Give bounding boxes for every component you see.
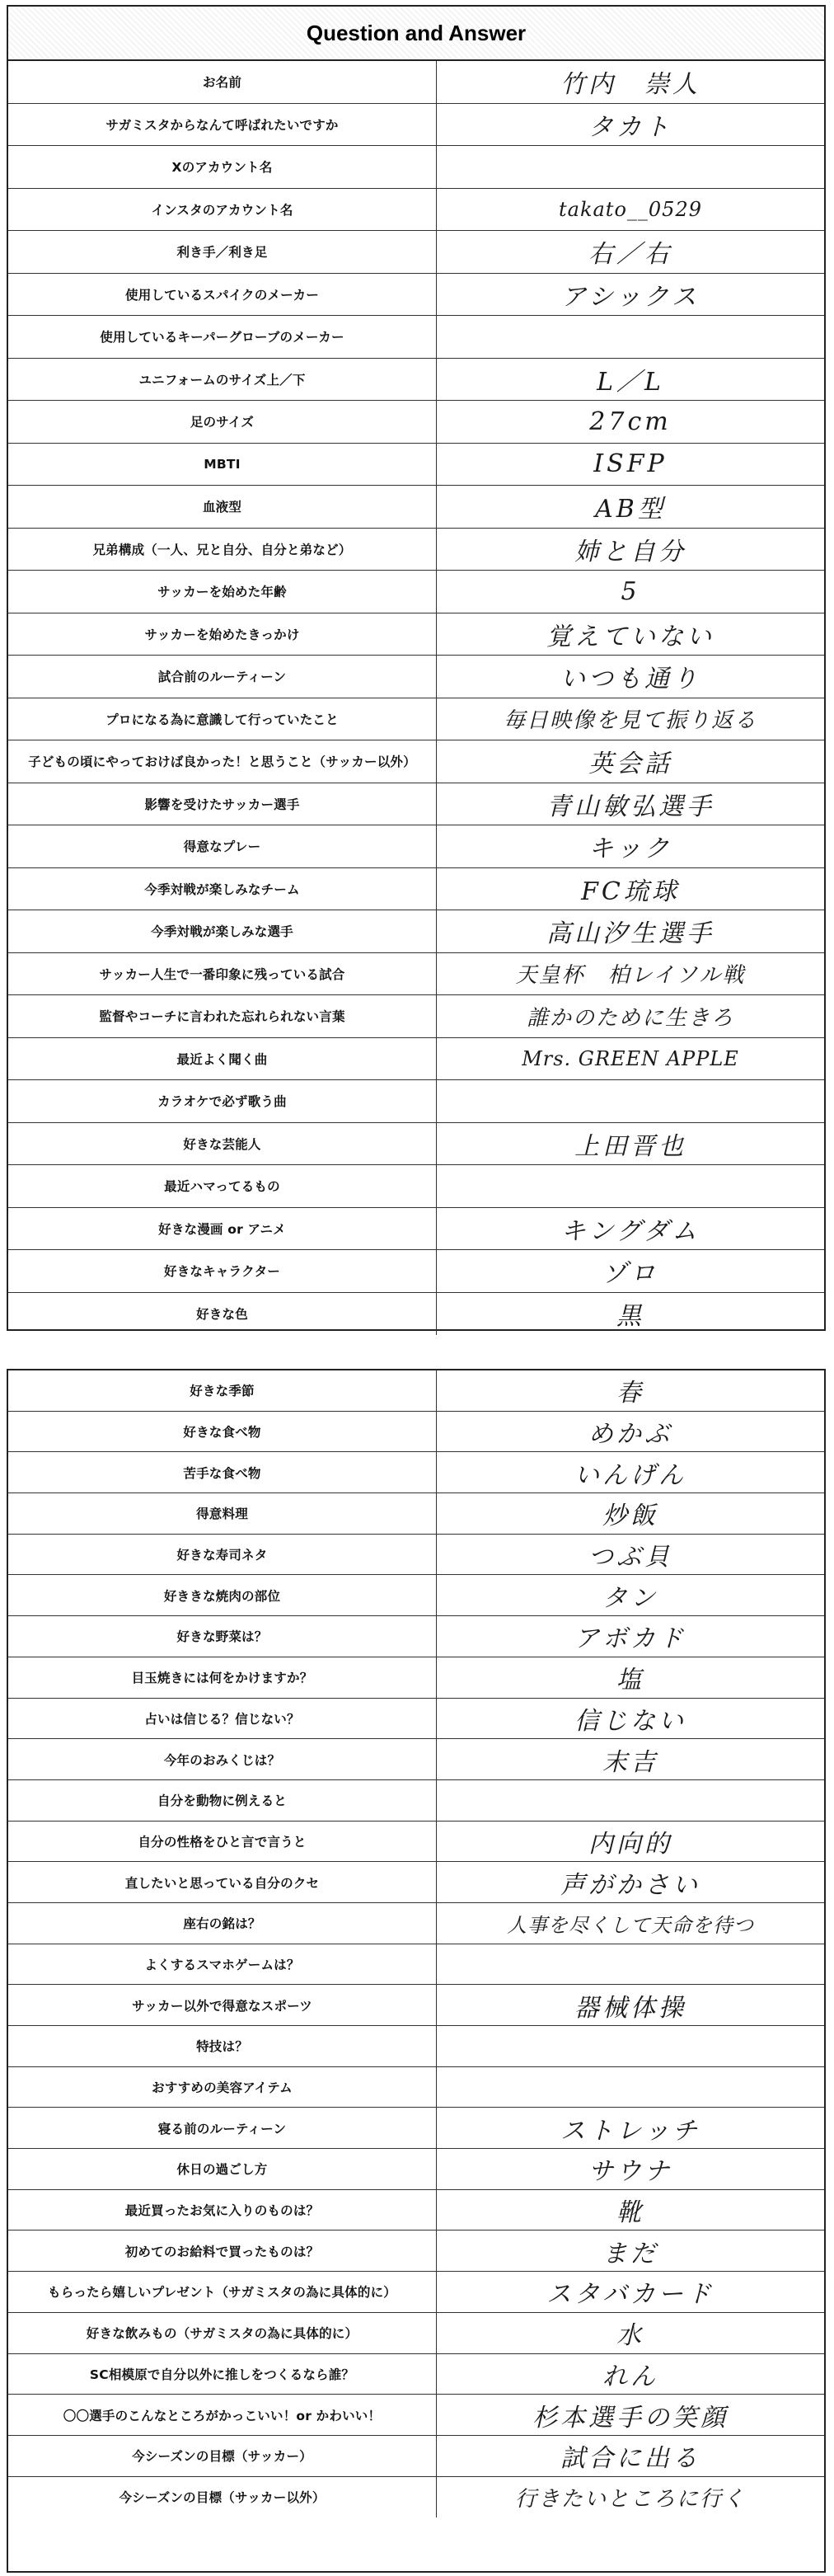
qa-row — [8, 1250, 824, 1293]
handwritten-answer: れん — [602, 2362, 658, 2391]
qa-row — [8, 868, 824, 911]
qa-row — [8, 1575, 824, 1616]
question-label: 血液型 — [8, 486, 437, 528]
handwritten-answer: 27cm — [589, 407, 672, 436]
question-label: 直したいと思っている自分のクセ — [8, 1862, 437, 1902]
question-label: 好きな季節 — [8, 1370, 437, 1411]
question-label: 今シーズンの目標（サッカー以外） — [8, 2477, 437, 2518]
qa-row — [8, 2190, 824, 2231]
handwritten-answer: 毎日映像を見て振り返る — [503, 708, 757, 734]
handwritten-answer: 黒 — [616, 1302, 644, 1332]
question-label: 今シーズンの目標（サッカー） — [8, 2436, 437, 2476]
question-label: プロになる為に意識して行っていたこと — [8, 698, 437, 740]
question-label: 自分を動物に例えると — [8, 1780, 437, 1821]
qa-row — [8, 613, 824, 656]
qa-row — [8, 698, 824, 741]
handwritten-answer: キック — [588, 834, 672, 864]
qa-row — [8, 444, 824, 487]
handwritten-answer — [437, 2026, 824, 2066]
question-label: 寝る前のルーティーン — [8, 2108, 437, 2148]
qa-row — [8, 231, 824, 274]
handwritten-answer: 高山汐生選手 — [546, 919, 715, 949]
question-label: 苦手な食べ物 — [8, 1452, 437, 1492]
qa-row — [8, 1944, 824, 1986]
qa-row — [8, 1293, 824, 1336]
qa-row — [8, 1080, 824, 1123]
question-label: お名前 — [8, 61, 437, 103]
qa-row — [8, 2272, 824, 2313]
handwritten-answer: タカト — [588, 112, 672, 142]
handwritten-answer: めかぶ — [588, 1420, 672, 1450]
qa-row — [8, 2067, 824, 2108]
qa-row — [8, 2108, 824, 2149]
handwritten-answer: いつも通り — [560, 665, 700, 694]
handwritten-answer: 水 — [616, 2321, 644, 2351]
qa-row — [8, 2477, 824, 2518]
qa-sheet-1 — [7, 5, 826, 1331]
handwritten-answer: L／L — [597, 367, 664, 397]
qa-row — [8, 1165, 824, 1208]
handwritten-answer: 末吉 — [602, 1747, 658, 1777]
question-label: 今年のおみくじは？ — [8, 1739, 437, 1779]
qa-row — [8, 2354, 824, 2395]
handwritten-answer: 誰かのために生きろ — [526, 1005, 734, 1031]
qa-row — [8, 1739, 824, 1780]
handwritten-answer: 塩 — [616, 1666, 644, 1695]
question-label: 子どもの頃にやっておけば良かった！と思うこと（サッカー以外） — [8, 740, 437, 783]
handwritten-answer — [437, 146, 824, 188]
handwritten-answer: ストレッチ — [560, 2116, 700, 2146]
qa-row — [8, 1699, 824, 1740]
qa-row — [8, 1780, 824, 1822]
handwritten-answer — [437, 1780, 824, 1821]
question-label: 初めてのお給料で買ったものは？ — [8, 2230, 437, 2271]
question-label: 好きなキャラクター — [8, 1250, 437, 1292]
handwritten-answer: 英会話 — [588, 750, 672, 779]
qa-row — [8, 529, 824, 571]
qa-row — [8, 486, 824, 529]
question-label: サッカー以外で得意なスポーツ — [8, 1985, 437, 2025]
question-label: 占いは信じる？信じない？ — [8, 1699, 437, 1739]
question-label: 監督やコーチに言われた忘れられない言葉 — [8, 995, 437, 1037]
handwritten-answer — [437, 316, 824, 358]
question-label: 自分の性格をひと言で言うと — [8, 1822, 437, 1862]
qa-row — [8, 1862, 824, 1903]
handwritten-answer: 5 — [621, 576, 640, 606]
handwritten-answer: サウナ — [588, 2157, 672, 2187]
question-label: 今季対戦が楽しみな選手 — [8, 910, 437, 952]
handwritten-answer: 内向的 — [588, 1829, 672, 1859]
question-label: もらったら嬉しいプレゼント（サガミスタの為に具体的に） — [8, 2272, 437, 2312]
handwritten-answer: 試合に出る — [560, 2444, 700, 2474]
handwritten-answer: AB型 — [595, 495, 666, 524]
qa-row — [8, 1412, 824, 1453]
qa-row — [8, 783, 824, 826]
handwritten-answer — [437, 1944, 824, 1985]
qa-row — [8, 1452, 824, 1493]
question-label: 好ききな焼肉の部位 — [8, 1575, 437, 1615]
qa-sheet-2 — [7, 1369, 826, 2573]
handwritten-answer: 器械体操 — [574, 1993, 686, 2023]
handwritten-answer: いんげん — [574, 1460, 686, 1490]
qa-row — [8, 1822, 824, 1863]
question-label: サッカー人生で一番印象に残っている試合 — [8, 953, 437, 995]
question-label: 得意なプレー — [8, 825, 437, 867]
qa-row — [8, 316, 824, 359]
handwritten-answer: 靴 — [616, 2198, 644, 2228]
handwritten-answer: 竹内 崇人 — [560, 70, 700, 100]
qa-row — [8, 825, 824, 868]
question-label: 兄弟構成（一人、兄と自分、自分と弟など） — [8, 529, 437, 571]
handwritten-answer: つぶ貝 — [588, 1543, 672, 1572]
title-bar — [8, 7, 824, 61]
handwritten-answer: ゾロ — [602, 1259, 658, 1289]
handwritten-answer — [437, 2067, 824, 2108]
handwritten-answer: 春 — [616, 1379, 644, 1408]
question-label: インスタのアカウント名 — [8, 189, 437, 231]
qa-row — [8, 910, 824, 953]
qa-table-1 — [8, 61, 824, 1335]
qa-row — [8, 1370, 824, 1412]
question-label: サッカーを始めた年齢 — [8, 571, 437, 613]
qa-row — [8, 146, 824, 189]
qa-row — [8, 2313, 824, 2354]
question-label: MBTI — [8, 444, 437, 486]
qa-row — [8, 2149, 824, 2190]
question-label: 好きな漫画 or アニメ — [8, 1208, 437, 1250]
qa-row — [8, 2436, 824, 2477]
handwritten-answer: アボカド — [574, 1624, 686, 1654]
question-label: 使用しているスパイクのメーカー — [8, 274, 437, 316]
question-label: 〇〇選手のこんなところがかっこいい！or かわいい！ — [8, 2395, 437, 2435]
handwritten-answer: 杉本選手の笑顔 — [532, 2403, 729, 2433]
question-label: おすすめの美容アイテム — [8, 2067, 437, 2108]
handwritten-answer: takato__0529 — [559, 197, 702, 221]
question-label: 好きな食べ物 — [8, 1412, 437, 1452]
handwritten-answer: 青山敏弘選手 — [546, 792, 715, 821]
handwritten-answer: タン — [602, 1583, 658, 1613]
qa-row — [8, 1985, 824, 2026]
handwritten-answer: ISFP — [593, 449, 668, 479]
qa-row — [8, 2395, 824, 2436]
qa-row — [8, 401, 824, 444]
handwritten-answer — [437, 1080, 824, 1122]
qa-row — [8, 656, 824, 698]
handwritten-answer: 行きたいところに行く — [514, 2486, 746, 2512]
question-label: 足のサイズ — [8, 401, 437, 443]
question-label: Xのアカウント名 — [8, 146, 437, 188]
question-label: サッカーを始めたきっかけ — [8, 613, 437, 656]
question-label: 目玉焼きには何をかけますか？ — [8, 1657, 437, 1698]
handwritten-answer: 姉と自分 — [574, 537, 686, 566]
handwritten-answer: Mrs. GREEN APPLE — [522, 1046, 739, 1070]
qa-row — [8, 995, 824, 1038]
qa-row — [8, 1038, 824, 1081]
question-label: 特技は？ — [8, 2026, 437, 2066]
qa-row — [8, 104, 824, 147]
question-label: カラオケで必ず歌う曲 — [8, 1080, 437, 1122]
question-label: 最近よく聞く曲 — [8, 1038, 437, 1080]
handwritten-answer: 覚えていない — [546, 622, 715, 651]
qa-row — [8, 2230, 824, 2272]
qa-row — [8, 1208, 824, 1251]
qa-row — [8, 61, 824, 104]
question-label: 使用しているキーパーグローブのメーカー — [8, 316, 437, 358]
question-label: 最近ハマってるもの — [8, 1165, 437, 1207]
handwritten-answer: FC琉球 — [581, 877, 680, 906]
question-label: SC相模原で自分以外に推しをつくるなら誰？ — [8, 2354, 437, 2395]
qa-row — [8, 359, 824, 402]
question-label: 利き手／利き足 — [8, 231, 437, 273]
question-label: 影響を受けたサッカー選手 — [8, 783, 437, 825]
handwritten-answer — [437, 1165, 824, 1207]
handwritten-answer: 人事を尽くして天命を待つ — [507, 1913, 754, 1937]
question-label: 好きな飲みもの（サガミスタの為に具体的に） — [8, 2313, 437, 2353]
qa-row — [8, 2026, 824, 2067]
question-label: 休日の過ごし方 — [8, 2149, 437, 2189]
handwritten-answer: 右／右 — [588, 240, 672, 270]
handwritten-answer: 天皇杯 柏レイソル戦 — [515, 963, 746, 989]
qa-row — [8, 1123, 824, 1166]
question-label: ユニフォームのサイズ上／下 — [8, 359, 437, 401]
question-label: 好きな寿司ネタ — [8, 1535, 437, 1575]
handwritten-answer: 上田晋也 — [574, 1131, 686, 1161]
handwritten-answer: 信じない — [574, 1706, 686, 1736]
qa-row — [8, 1616, 824, 1657]
question-label: 試合前のルーティーン — [8, 656, 437, 698]
question-label: 最近買ったお気に入りのものは？ — [8, 2190, 437, 2230]
handwritten-answer: まだ — [602, 2239, 658, 2268]
question-label: 座右の銘は？ — [8, 1903, 437, 1944]
qa-row — [8, 1535, 824, 1576]
page-title: Question and Answer — [306, 20, 527, 45]
qa-row — [8, 189, 824, 232]
qa-row — [8, 274, 824, 317]
qa-row — [8, 1493, 824, 1535]
question-label: 得意料理 — [8, 1493, 437, 1534]
qa-row — [8, 1903, 824, 1944]
qa-row — [8, 1657, 824, 1699]
qa-table-2 — [8, 1370, 824, 2517]
question-label: よくするスマホゲームは？ — [8, 1944, 437, 1985]
question-label: 今季対戦が楽しみなチーム — [8, 868, 437, 910]
handwritten-answer: 声がかさい — [560, 1870, 700, 1900]
question-label: サガミスタからなんて呼ばれたいですか — [8, 104, 437, 146]
question-label: 好きな野菜は？ — [8, 1616, 437, 1657]
handwritten-answer: スタバカード — [546, 2280, 715, 2310]
handwritten-answer: アシックス — [561, 282, 700, 312]
question-label: 好きな芸能人 — [8, 1123, 437, 1165]
qa-row — [8, 953, 824, 996]
qa-row — [8, 740, 824, 783]
handwritten-answer: キングダム — [560, 1216, 700, 1246]
handwritten-answer: 炒飯 — [602, 1502, 658, 1531]
question-label: 好きな色 — [8, 1293, 437, 1336]
qa-row — [8, 571, 824, 613]
